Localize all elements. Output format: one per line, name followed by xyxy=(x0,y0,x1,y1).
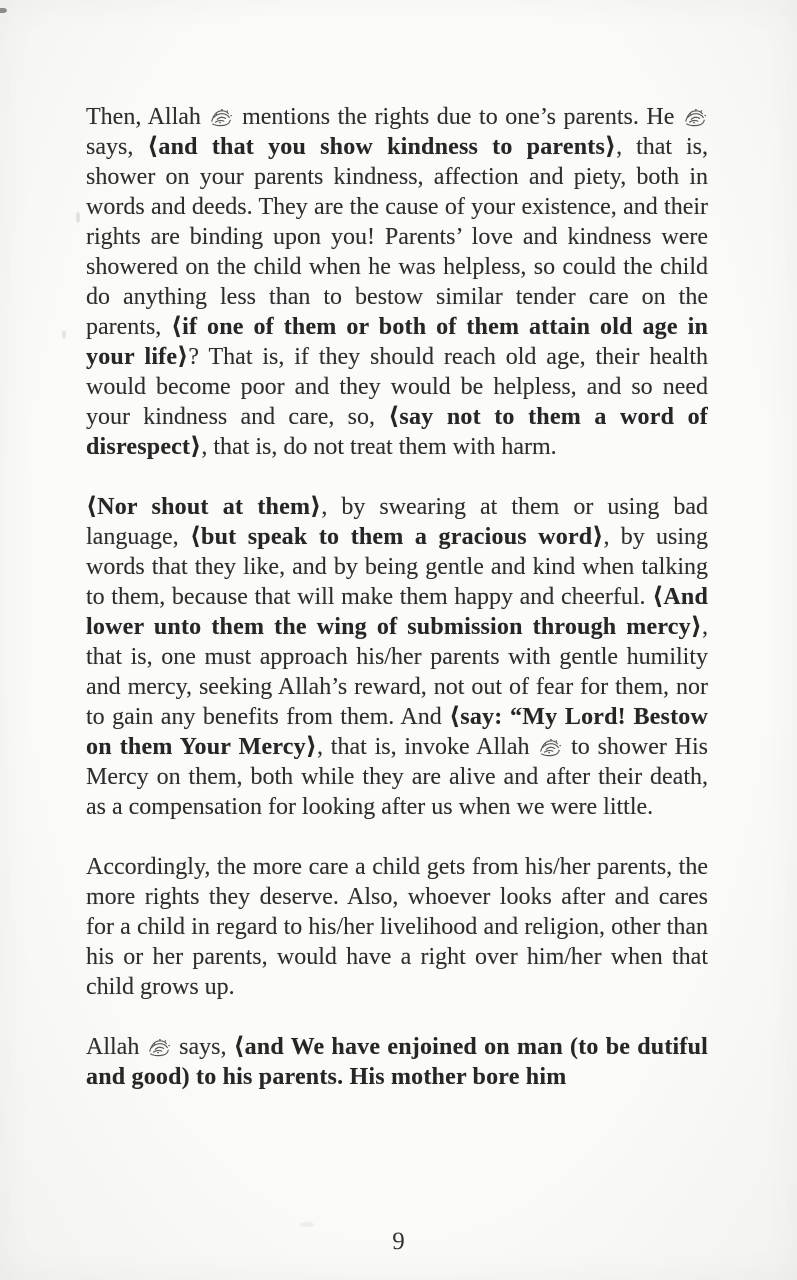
scan-speck xyxy=(0,8,7,13)
allah-honorific-icon xyxy=(538,736,562,757)
quran-quote: ⟨if one of them or both of them attain old age in your life⟩ xyxy=(86,314,708,370)
allah-honorific-icon xyxy=(209,106,233,127)
scan-speck xyxy=(62,330,66,339)
text-run: Allah xyxy=(86,1034,147,1060)
paragraph xyxy=(86,492,708,822)
page-number: 9 xyxy=(392,1228,405,1255)
text-run: mentions the rights due to one’s parents. He xyxy=(234,104,682,130)
quran-quote: ⟨but speak to them a gracious word⟩ xyxy=(189,524,604,550)
text-run: ? That is, if they should reach old age, their health would become poor and they would be helpless, and so need your kindness and care, so, xyxy=(86,344,708,430)
text-run: , that is, invoke Allah xyxy=(317,734,538,760)
text-run: Accordingly, the more care a child gets from his/her parents, the more rights they deserve. Also, whoever looks after and cares for a child in regard to his/her livelihood and religion, other than his or her parents, would have a right over him/her when that child grows up. xyxy=(86,854,708,1000)
paragraph xyxy=(86,102,708,462)
quran-quote: ⟨say not to them a word of disrespect⟩ xyxy=(86,404,709,460)
quran-quote: ⟨Nor shout at them⟩ xyxy=(86,494,322,520)
quran-quote: ⟨say: “My Lord! Bestow on them Your Mercy⟩ xyxy=(86,704,709,760)
text-run: , by using words that they like, and by being gentle and kind when talking to them, because that will make them happy and cheerful. xyxy=(86,524,709,610)
text-run: , by swearing at them or using bad language, xyxy=(86,494,708,550)
text-run: says, xyxy=(172,1034,234,1060)
text-run: , that is, shower on your parents kindness, affection and piety, both in words and deeds. They are the cause of your existence, and their rights are binding upon you! Parents’ love and kindness were showered on the child when he was helpless, so could the child do anything less than to bestow similar tender care on the parents, xyxy=(86,134,708,340)
paragraph xyxy=(86,852,708,1002)
text-run: , that is, one must approach his/her parents with gentle humility and mercy, seeking Allah’s reward, not out of fear for them, nor to gain any benefits from them. And xyxy=(86,614,708,730)
text-run: Then, Allah xyxy=(86,104,209,130)
text-run: says, xyxy=(86,134,148,160)
quran-quote: ⟨and We have enjoined on man (to be dutiful and good) to his parents. His mother bore him xyxy=(86,1034,709,1090)
allah-honorific-icon xyxy=(683,106,707,127)
page-text xyxy=(86,102,708,1092)
quran-quote: ⟨and that you show kindness to parents⟩ xyxy=(147,134,617,160)
scan-speck xyxy=(76,212,80,223)
scan-speck xyxy=(300,1222,314,1227)
paragraph xyxy=(86,1032,708,1092)
quran-quote: ⟨And lower unto them the wing of submission through mercy⟩ xyxy=(86,584,708,640)
text-run: , that is, do not treat them with harm. xyxy=(201,434,557,460)
allah-honorific-icon xyxy=(147,1036,171,1057)
text-run: to shower His Mercy on them, both while they are alive and after their death, as a compensation for looking after us when we were little. xyxy=(86,734,709,820)
